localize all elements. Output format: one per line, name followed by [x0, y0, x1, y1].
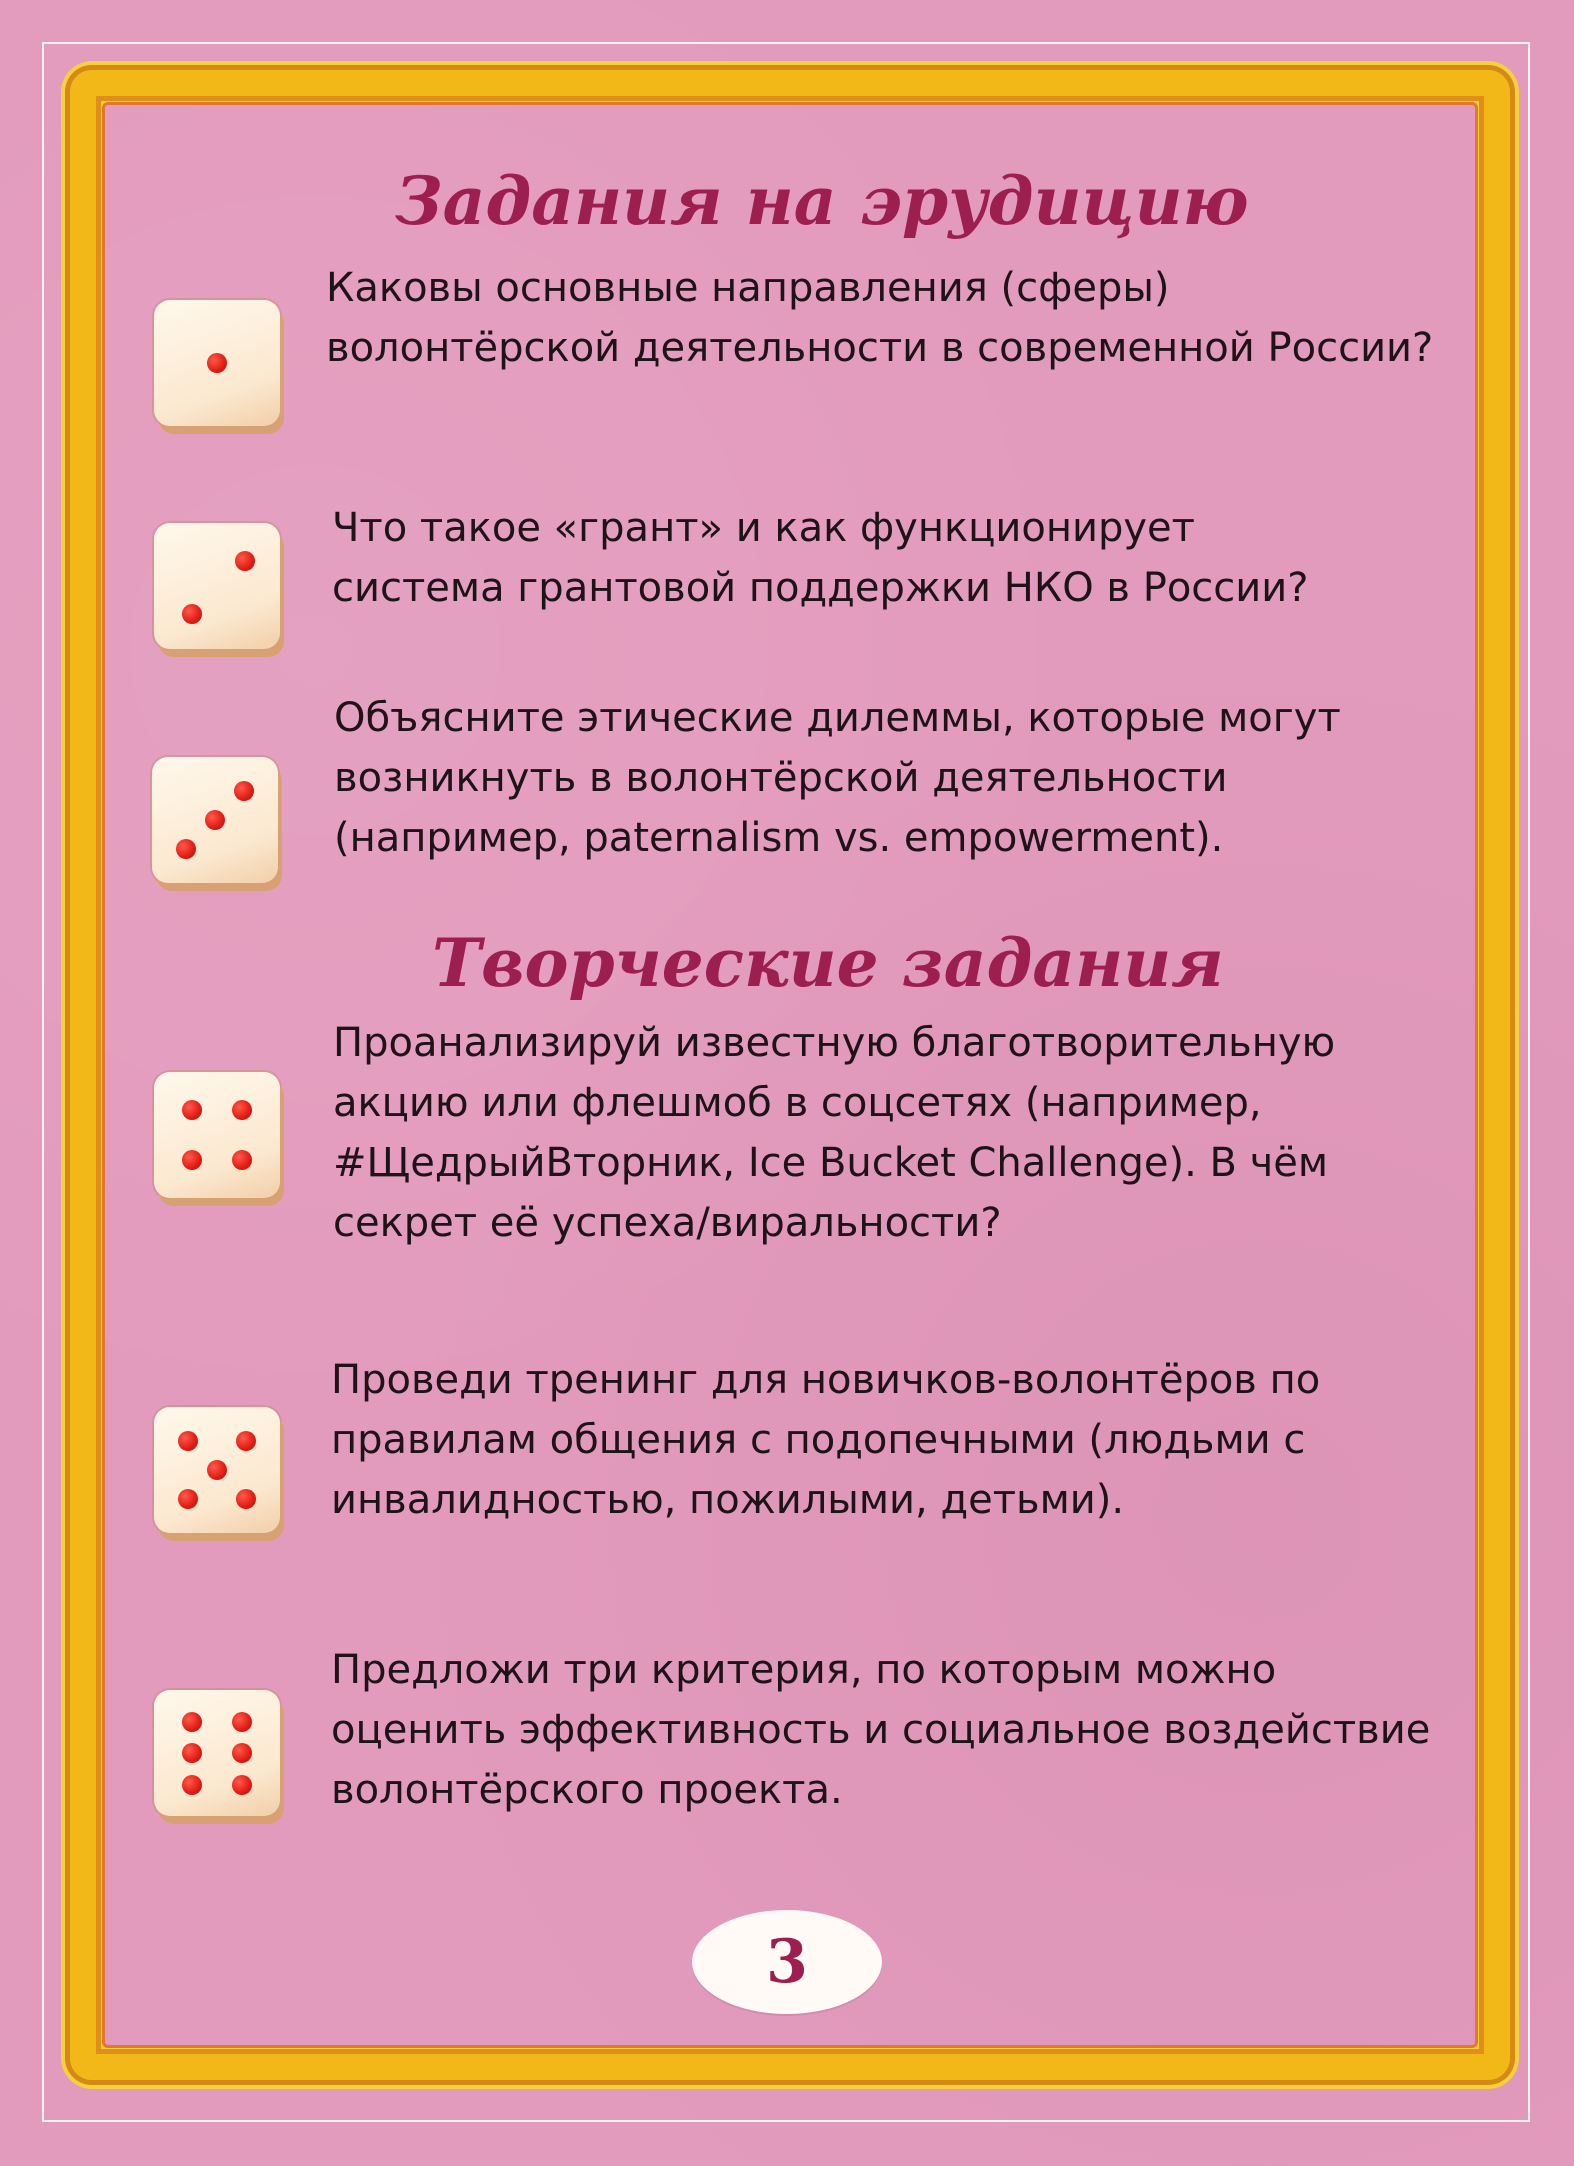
- die-pip: [182, 1712, 202, 1732]
- die-pip: [236, 1489, 256, 1509]
- task-text-5: Проведи тренинг для новичков-волонтёров по правилам общения с подопечными (людьми с инвалидностью, пожилыми, детьми).: [331, 1357, 1321, 1523]
- die-three-icon: [152, 757, 278, 883]
- task-text-4: Проанализируй известную благотворительную акцию или флешмоб в соцсетях (например, #ЩедрыйВторник, Ice Bucket Challenge). В чём секрет её успеха/виральности?: [333, 1020, 1336, 1246]
- page-number: 3: [692, 1910, 882, 2014]
- die-pip: [234, 781, 254, 801]
- section-title-creative: Творческие задания: [432, 924, 1224, 1002]
- die-pip: [182, 1100, 202, 1120]
- die-one-icon: [154, 300, 280, 426]
- die-five-icon: [154, 1407, 280, 1533]
- die-pip: [182, 1743, 202, 1763]
- die-pip: [178, 1431, 198, 1451]
- section-title-erudition: Задания на эрудицию: [395, 162, 1249, 240]
- die-pip: [232, 1150, 252, 1170]
- die-pip: [207, 1460, 227, 1480]
- die-pip: [232, 1100, 252, 1120]
- task-text-3: Объясните этические дилеммы, которые могут возникнуть в волонтёрской деятельности (например, paternalism vs. empowerment).: [334, 695, 1341, 861]
- die-two-icon: [154, 523, 280, 649]
- die-pip: [178, 1489, 198, 1509]
- die-pip: [176, 839, 196, 859]
- die-four-icon: [154, 1072, 280, 1198]
- task-text-6: Предложи три критерия, по которым можно оценить эффективность и социальное воздействие волонтёрского проекта.: [331, 1647, 1431, 1813]
- die-pip: [205, 810, 225, 830]
- die-pip: [236, 1431, 256, 1451]
- die-pip: [207, 353, 227, 373]
- die-pip: [182, 604, 202, 624]
- die-pip: [232, 1743, 252, 1763]
- die-pip: [235, 551, 255, 571]
- task-text-1: Каковы основные направления (сферы) волонтёрской деятельности в современной России?: [326, 265, 1434, 371]
- die-pip: [232, 1712, 252, 1732]
- die-pip: [232, 1775, 252, 1795]
- die-six-icon: [154, 1690, 280, 1816]
- die-pip: [182, 1775, 202, 1795]
- task-text-2: Что такое «грант» и как функционирует система грантовой поддержки НКО в России?: [332, 505, 1309, 611]
- die-pip: [182, 1150, 202, 1170]
